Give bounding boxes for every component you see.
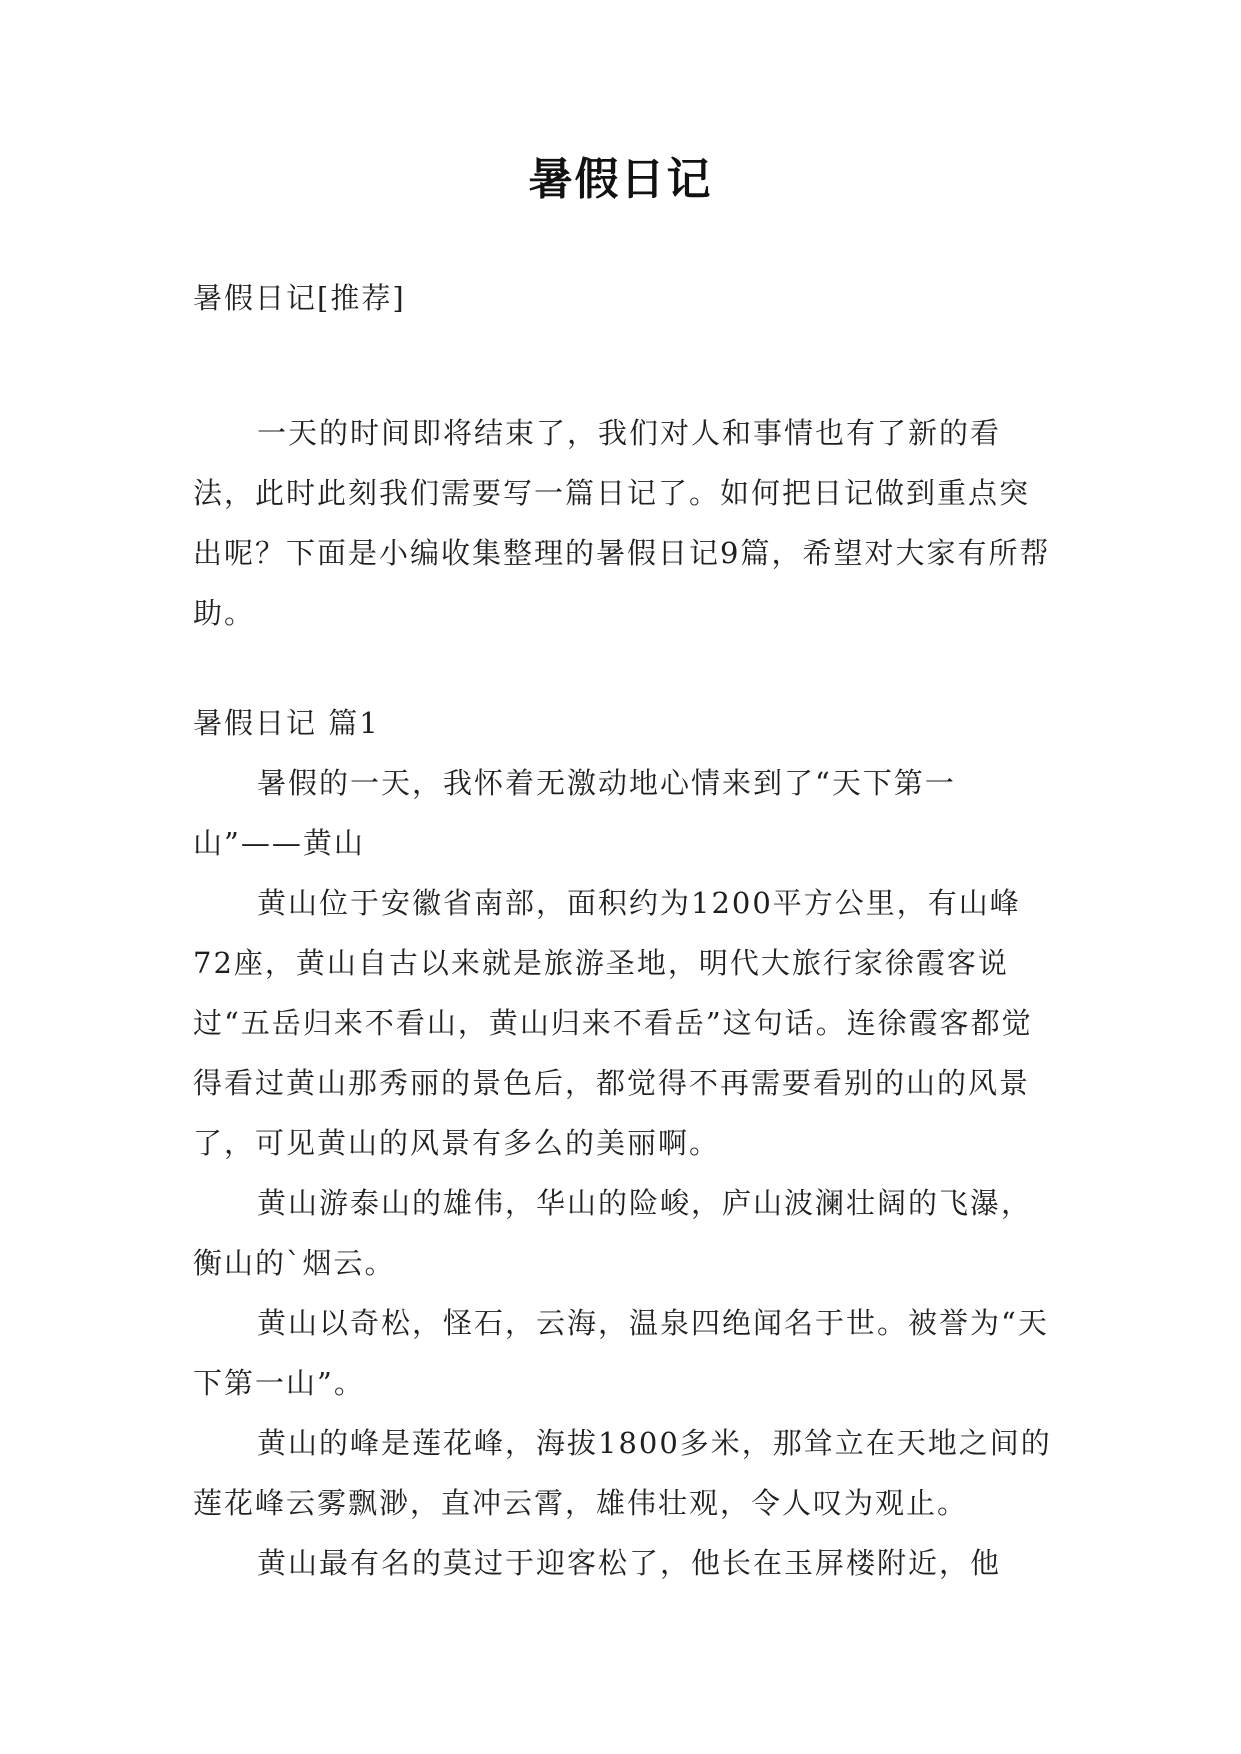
article-paragraph: 黄山最有名的莫过于迎客松了，他长在玉屏楼附近，他	[257, 1546, 1002, 1580]
intro-paragraph: 一天的时间即将结束了，我们对人和事情也有了新的看法，此时此刻我们需要写一篇日记了。如何把日记做到重点突出呢？下面是小编收集整理的暑假日记9篇，希望对大家有所帮助。	[193, 416, 1051, 630]
article-paragraph: 黄山的峰是莲花峰，海拔1800多米，那耸立在天地之间的莲花峰云雾飘渺，直冲云霄，雄伟壮观，令人叹为观止。	[193, 1426, 1052, 1520]
article-paragraph: 黄山游泰山的雄伟，华山的险峻，庐山波澜壮阔的飞瀑，衡山的`烟云。	[193, 1186, 1033, 1280]
article-paragraph: 黄山位于安徽省南部，面积约为1200平方公里，有山峰72座，黄山自古以来就是旅游圣地，明代大旅行家徐霞客说过“五岳归来不看山，黄山归来不看岳”这句话。连徐霞客都觉得看过黄山那秀丽的景色后，都觉得不再需要看别的山的风景了，可见黄山的风景有多么的美丽啊。	[193, 886, 1033, 1160]
article-body	[193, 693, 1053, 1593]
article-paragraph: 黄山以奇松，怪石，云海，温泉四绝闻名于世。被誉为“天下第一山”。	[193, 1306, 1049, 1400]
article-paragraph: 暑假的一天，我怀着无激动地心情来到了“天下第一山”——黄山	[193, 766, 956, 860]
document-subtitle: 暑假日记[推荐]	[193, 281, 406, 315]
article-heading: 暑假日记 篇1	[193, 706, 380, 740]
document-title: 暑假日记	[528, 154, 713, 205]
